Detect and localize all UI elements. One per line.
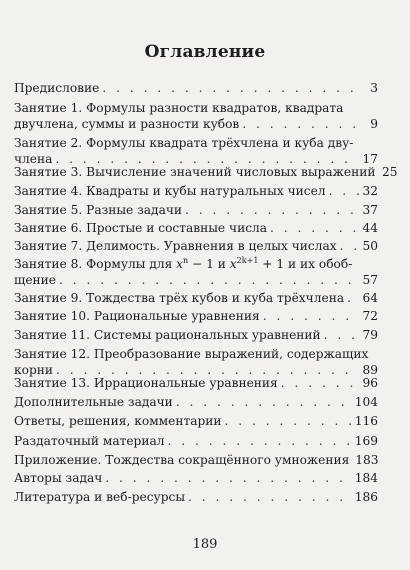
toc-entry-label: Занятие 11. Системы рациональных уравнений	[14, 328, 321, 342]
toc-entry	[14, 238, 378, 254]
toc-entry-label: Занятие 4. Квадраты и кубы натуральных чисел	[14, 184, 326, 198]
math-variable: x	[229, 257, 237, 271]
dot-leader	[329, 183, 359, 199]
toc-entry	[14, 100, 378, 132]
toc-entry-label-text: + 1 и их обоб-	[258, 257, 353, 271]
toc-entry	[14, 433, 378, 449]
toc-entry-page: 3	[370, 81, 378, 95]
toc-entry-page: 57	[362, 273, 378, 287]
toc-entry	[14, 375, 378, 391]
toc-entry-page: 104	[354, 395, 378, 409]
dot-leader	[324, 327, 359, 343]
toc-entry-page: 64	[362, 291, 378, 305]
toc-entry-label: Занятие 13. Иррациональные уравнения	[14, 376, 278, 390]
toc-entry-page: 186	[354, 490, 378, 504]
toc-entry-label: Дополнительные задачи	[14, 395, 173, 409]
toc-entry	[14, 290, 378, 306]
toc-entry-page: 32	[362, 184, 378, 198]
dot-leader	[59, 272, 359, 288]
toc-entry	[14, 413, 378, 429]
toc-entry-label: Занятие 3. Вычисление значений числовых выражений	[14, 165, 376, 179]
toc-entry-label-continuation: корни	[14, 363, 54, 377]
toc-entry-label: Авторы задач	[14, 471, 103, 485]
dot-leader	[188, 489, 352, 505]
math-variable: x	[176, 257, 184, 271]
toc-entry-label: Приложение. Тождества сокращённого умножения	[14, 453, 350, 467]
dot-leader	[263, 308, 359, 324]
toc-entry-label: Занятие 12. Преобразование выражений, содержащих	[14, 347, 369, 361]
toc-entry	[14, 308, 378, 324]
toc-entry	[14, 183, 378, 199]
toc-entry-label: Ответы, решения, комментарии	[14, 414, 222, 428]
dot-leader	[270, 220, 359, 236]
page-title: Оглавление	[144, 42, 266, 62]
toc-entry-label: Занятие 2. Формулы квадрата трёхчлена и куба дву-	[14, 136, 354, 150]
toc-entry-page: 183	[355, 453, 379, 467]
toc-entry-label: Раздаточный материал	[14, 434, 165, 448]
toc-entry	[14, 470, 378, 486]
toc-entry-label-continuation: члена	[14, 152, 53, 166]
toc-entry-page: 44	[362, 221, 378, 235]
toc-entry-label: Литература и веб-ресурсы	[14, 490, 186, 504]
dot-leader	[105, 470, 351, 486]
toc-entry-label: Занятие 7. Делимость. Уравнения в целых числах	[14, 239, 337, 253]
math-exponent: 2k+1	[236, 255, 259, 265]
dot-leader	[225, 413, 352, 429]
toc-entry-page: 79	[362, 328, 378, 342]
toc-entry-label: Занятие 5. Разные задачи	[14, 203, 183, 217]
toc-entry	[14, 346, 378, 378]
toc-entry-label-continuation: щение	[14, 273, 57, 287]
page-number: 189	[192, 537, 218, 552]
toc-entry	[14, 135, 378, 167]
toc-entry-label: Занятие 10. Рациональные уравнения	[14, 309, 260, 323]
toc-entry-label-text: Занятие 8. Формулы для	[14, 257, 173, 271]
toc-entry-page: 50	[362, 239, 378, 253]
toc-entry-label: Занятие 6. Простые и составные числа	[14, 221, 268, 235]
toc-entry-page: 116	[354, 414, 378, 428]
toc-entry-page: 25	[381, 165, 398, 179]
toc-entry	[14, 202, 378, 218]
toc-entry	[14, 394, 378, 410]
toc-entry-page: 89	[362, 363, 378, 377]
toc-entry-page: 169	[354, 434, 378, 448]
toc-entry-page: 37	[362, 203, 378, 217]
toc-entry	[14, 327, 378, 343]
dot-leader	[242, 116, 359, 132]
dot-leader	[102, 80, 359, 96]
toc-entry-label: Занятие 1. Формулы разности квадратов, квадрата	[14, 101, 344, 115]
toc-entry-label: Предисловие	[14, 81, 100, 95]
toc-entry-page: 96	[362, 376, 378, 390]
toc-entry-page: 184	[354, 471, 378, 485]
toc-entry	[14, 489, 378, 505]
toc-entry-page: 17	[362, 152, 378, 166]
toc-entry-label-continuation: двучлена, суммы и разности кубов	[14, 117, 240, 131]
toc-entry-label-text: − 1 и	[188, 257, 230, 271]
dot-leader	[176, 394, 352, 410]
dot-leader	[281, 375, 359, 391]
dot-leader	[185, 202, 359, 218]
toc-entry	[14, 452, 378, 468]
toc-entry	[14, 256, 378, 288]
math-exponent: n	[183, 255, 189, 265]
toc-entry	[14, 220, 378, 236]
dot-leader	[340, 238, 359, 254]
toc-entry-label: Занятие 9. Тождества трёх кубов и куба трёхчлена	[14, 291, 345, 305]
dot-leader	[167, 433, 351, 449]
toc-entry-label	[14, 256, 378, 272]
toc-entry	[14, 164, 398, 180]
toc-entry-page: 9	[370, 117, 378, 131]
toc-entry-page: 72	[362, 309, 378, 323]
toc-entry	[14, 80, 378, 96]
dot-leader	[347, 290, 359, 306]
